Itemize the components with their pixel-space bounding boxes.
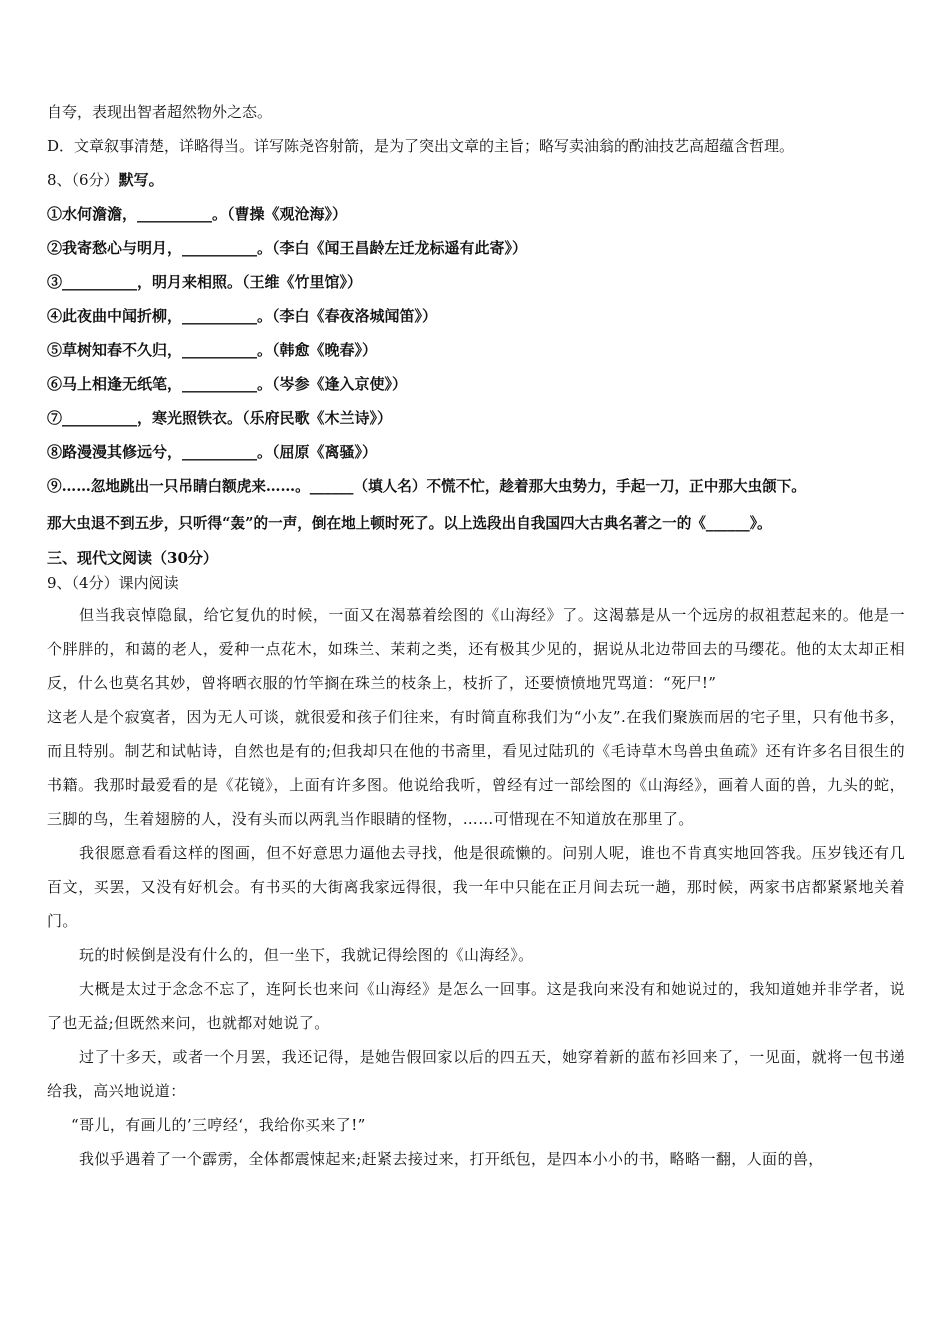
passage-paragraph: 我很愿意看看这样的图画，但不好意思力逼他去寻找，他是很疏懒的。问别人呢，谁也不肯真实地回答我。压岁钱还有几百文，买罢，又没有好机会。有书买的大街离我家远得很，我一年中只能在正月间去玩一趟，那时候，两家书店都紧紧地关着门。 xyxy=(47,844,905,930)
dictation-item-5: ⑤草树知春不久归，__________。（韩愈《晚春》） xyxy=(47,341,378,359)
passage-paragraph: 过了十多天，或者一个月罢，我还记得，是她告假回家以后的四五天，她穿着新的蓝布衫回来了，一见面，就将一包书递给我，高兴地说道： xyxy=(47,1048,905,1100)
dictation-item-4: ④此夜曲中闻折柳，__________。（李白《春夜洛城闻笛》） xyxy=(47,307,438,325)
reading-passage xyxy=(47,598,905,1176)
dictation-item-3: ③__________，明月来相照。（王维《竹里馆》） xyxy=(47,273,363,291)
dictation-item-9-line2: 那大虫退不到五步，只听得“轰”的一声，倒在地上顿时死了。以上选段出自我国四大古典名著之一的《______》。 xyxy=(47,515,772,532)
passage-paragraph: 这老人是个寂寞者，因为无人可谈，就很爱和孩子们往来，有时简直称我们为“小友”.在我们聚族而居的宅子里，只有他书多，而且特别。制艺和试帖诗，自然也是有的;但我却只在他的书斋里，看见过陆玑的《毛诗草木鸟兽虫鱼疏》还有许多名目很生的书籍。我那时最爱看的是《花镜》，上面有许多图。他说给我听，曾经有过一部绘图的《山海经》，画着人面的兽，九头的蛇，三脚的鸟，生着翅膀的人，没有头而以两乳当作眼睛的怪物，……可惜现在不知道放在那里了。 xyxy=(47,708,905,828)
passage-paragraph: 我似乎遇着了一个霹雳，全体都震悚起来;赶紧去接过来，打开纸包，是四本小小的书，略略一翻，人面的兽， xyxy=(79,1150,824,1168)
dictation-item-8: ⑧路漫漫其修远兮，__________。（屈原《离骚》） xyxy=(47,443,378,461)
dictation-item-2: ②我寄愁心与明月，__________。（李白《闻王昌龄左迁龙标遥有此寄》） xyxy=(47,239,528,257)
passage-paragraph: “哥儿，有画儿的’三哼经‘，我给你买来了!” xyxy=(71,1116,366,1134)
question-8-title: 默写。 xyxy=(118,171,164,189)
question-8-number: 8、（6分） xyxy=(47,171,119,189)
question-8-header xyxy=(47,170,164,190)
passage-paragraph: 玩的时候倒是没有什么的，但一坐下，我就记得绘图的《山海经》。 xyxy=(79,946,534,964)
option-d: D．文章叙事清楚，详略得当。详写陈尧咨射箭，是为了突出文章的主旨；略写卖油翁的酌油技艺高超蕴含哲理。 xyxy=(47,137,795,155)
dictation-item-9-line1: ⑨……忽地跳出一只吊睛白额虎来……。______（填人名）不慌不忙，趁着那大虫势力，手起一刀，正中那大虫颌下。 xyxy=(47,478,806,495)
dictation-item-1: ①水何澹澹，__________。（曹操《观沧海》） xyxy=(47,205,348,223)
section-3-title: 三、现代文阅读（30分） xyxy=(47,549,218,567)
dictation-item-6: ⑥马上相逢无纸笔，__________。（岑参《逢入京使》） xyxy=(47,375,408,393)
option-c-continuation: 自夸，表现出智者超然物外之态。 xyxy=(47,103,273,121)
dictation-item-7: ⑦__________，寒光照铁衣。（乐府民歌《木兰诗》） xyxy=(47,409,393,427)
question-9-header: 9、（4分）课内阅读 xyxy=(47,574,179,592)
passage-paragraph: 但当我哀悼隐鼠，给它复仇的时候，一面又在渴慕着绘图的《山海经》了。这渴慕是从一个远房的叔祖惹起来的。他是一个胖胖的，和蔼的老人，爱种一点花木，如珠兰、茉莉之类，还有极其少见的，据说从北边带回去的马缨花。他的太太却正相反，什么也莫名其妙，曾将晒衣服的竹竿搁在珠兰的枝条上，枝折了，还要愤愤地咒骂道：“死尸!” xyxy=(47,606,905,692)
passage-paragraph: 大概是太过于念念不忘了，连阿长也来问《山海经》是怎么一回事。这是我向来没有和她说过的，我知道她并非学者，说了也无益;但既然来问，也就都对她说了。 xyxy=(47,980,905,1032)
